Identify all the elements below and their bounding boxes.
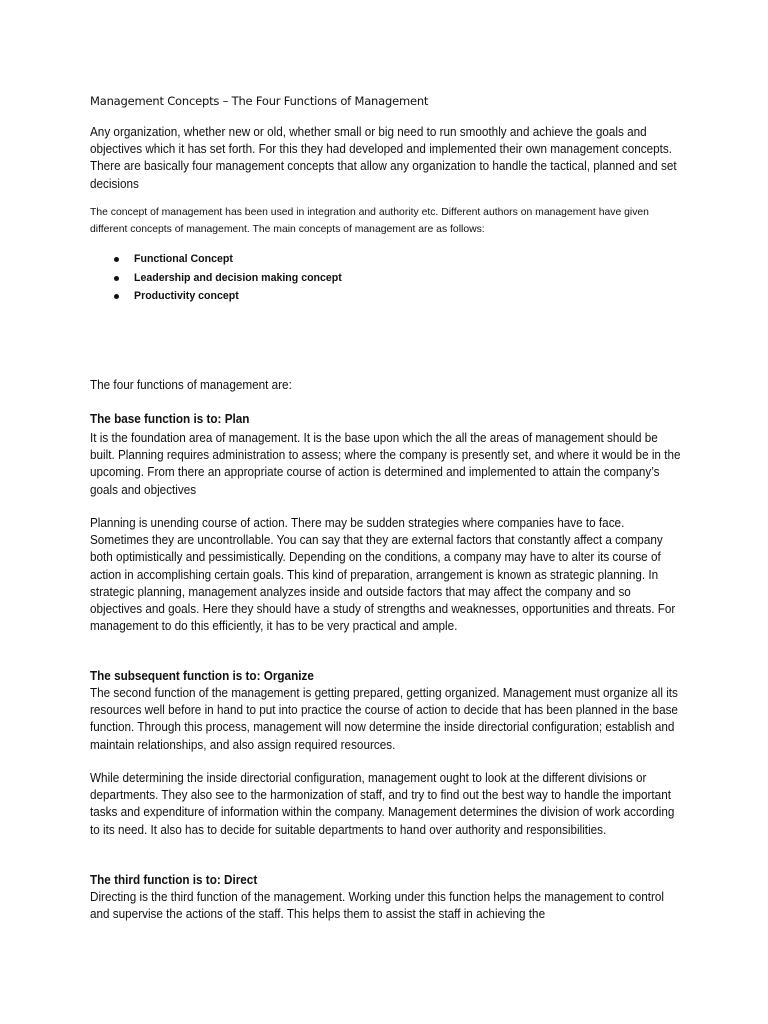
organize-paragraph-1: The second function of the management is getting prepared, getting organized. Management must organize all its resources well before in hand to put into practice the course of action to decide that has been planned in the base function. Through this process, management will now determine the inside directorial configuration; establish and maintain relationships, and also assign required resources. bbox=[90, 686, 678, 752]
intro-paragraph: Any organization, whether new or old, whether small or big need to run smoothly and achieve the goals and objectives which it has set forth. For this they had developed and implemented their own management concepts. There are basically four management concepts that allow any organization to handle the tactical, planned and set decisions bbox=[90, 125, 677, 191]
list-item bbox=[90, 287, 342, 306]
bullet-icon bbox=[114, 294, 119, 299]
list-item-label: Productivity concept bbox=[134, 290, 239, 302]
list-item bbox=[90, 250, 342, 269]
functions-intro: The four functions of management are: bbox=[90, 378, 292, 392]
document-title: Management Concepts – The Four Functions of Management bbox=[90, 94, 429, 108]
organize-paragraph-2: While determining the inside directorial configuration, management ought to look at the different divisions or departments. They also see to the harmonization of staff, and try to find out the best way to handle the important tasks and expenditure of information within the company. Management determines the division of work according to its need. It also has to decide for suitable departments to hand over authority and responsibilities. bbox=[90, 771, 675, 837]
concept-note-paragraph: The concept of management has been used in integration and authority etc. Different authors on management have given different concepts of management. The main concepts of management are as follows: bbox=[90, 207, 649, 235]
bullet-icon bbox=[114, 257, 119, 262]
list-item bbox=[90, 269, 342, 288]
organize-heading: The subsequent function is to: Organize bbox=[90, 669, 314, 683]
direct-paragraph-1: Directing is the third function of the management. Working under this function helps the management to control and supervise the actions of the staff. This helps them to assist the staff in achieving the bbox=[90, 890, 665, 922]
list-item-label: Leadership and decision making concept bbox=[134, 271, 342, 284]
concepts-list bbox=[90, 250, 342, 306]
list-item-label: Functional Concept bbox=[134, 253, 233, 265]
bullet-icon bbox=[114, 276, 119, 281]
plan-paragraph-2: Planning is unending course of action. There may be sudden strategies where companies have to face. Sometimes they are uncontrollable. You can say that they are external factors that constantly affect a company both optimistically and pessimistically. Depending on the conditions, a company may have to alter its course of action in accomplishing certain goals. This kind of preparation, arrangement is known as strategic planning. In strategic planning, management analyzes inside and outside factors that may affect the company and so objectives and goals. Here they should have a study of strengths and weaknesses, opportunities and threats. For management to do this efficiently, it has to be very practical and ample. bbox=[90, 516, 676, 634]
plan-paragraph-1: It is the foundation area of management. It is the base upon which the all the areas of management should be built. Planning requires administration to assess; where the company is presently set, and where it would be in the upcoming. From there an appropriate course of action is determined and implemented to attain the company’s goals and objectives bbox=[90, 431, 681, 497]
plan-heading: The base function is to: Plan bbox=[90, 412, 250, 426]
direct-heading: The third function is to: Direct bbox=[90, 873, 258, 887]
